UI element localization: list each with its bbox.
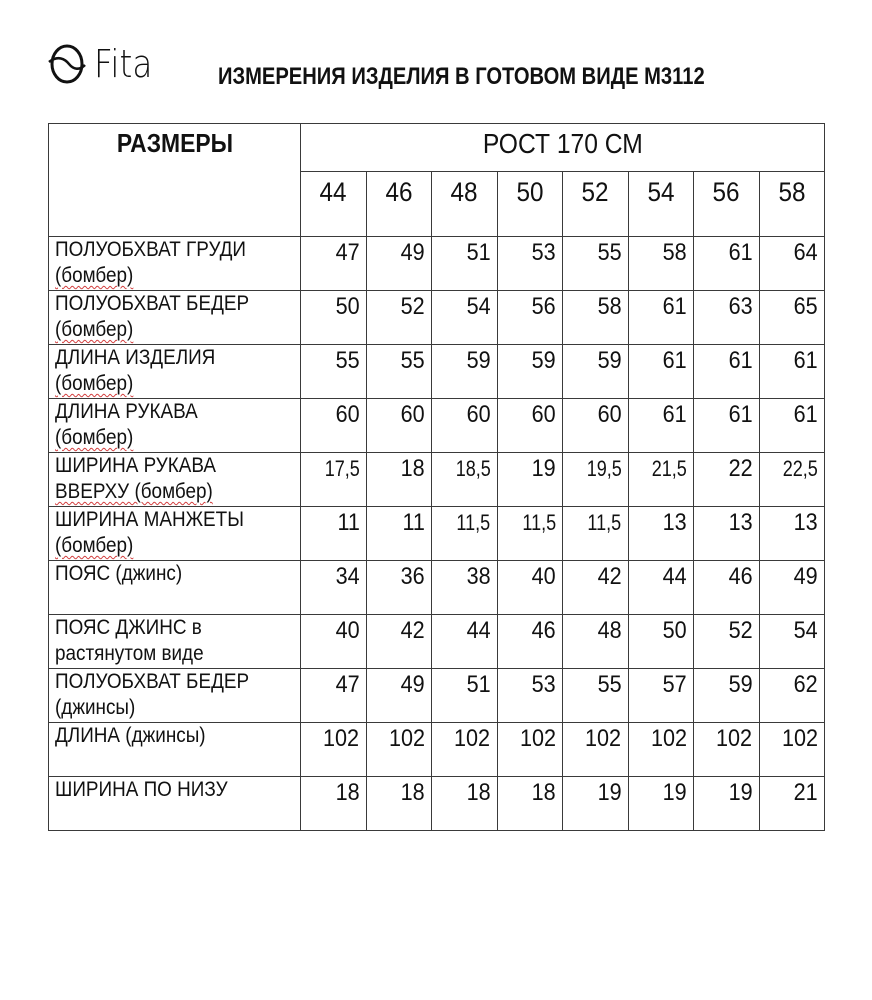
measurement-value-size-44: [301, 615, 367, 669]
measurement-value-size-56: [694, 615, 760, 669]
value-text: 60: [466, 401, 491, 428]
measurement-name: ШИРИНА ПО НИЗУ: [55, 778, 228, 801]
size-label: 50: [516, 177, 544, 207]
measurement-value-size-56: [694, 237, 760, 291]
value-text: 64: [793, 239, 818, 266]
value-text: 63: [728, 293, 753, 320]
measurement-value-size-56: [694, 453, 760, 507]
measurement-value-size-44: [301, 453, 367, 507]
measurement-value-size-44: [301, 507, 367, 561]
measurement-qualifier: ВВЕРХУ (бомбер): [55, 480, 213, 503]
measurement-value-size-46: [366, 345, 432, 399]
value-text: 57: [662, 671, 687, 698]
height-header-cell: [301, 124, 825, 172]
size-header-58: [759, 172, 825, 237]
value-text: 54: [793, 617, 818, 644]
measurement-value-size-54: [628, 237, 694, 291]
measurement-value-size-46: [366, 291, 432, 345]
value-text: 60: [335, 401, 360, 428]
value-text: 49: [400, 671, 425, 698]
value-text: 60: [400, 401, 425, 428]
value-text: 102: [716, 725, 753, 752]
measurement-qualifier: (бомбер): [55, 264, 134, 287]
value-text: 59: [531, 347, 556, 374]
measurement-value-size-58: [759, 615, 825, 669]
value-text: 11,5: [456, 510, 491, 535]
value-text: 13: [728, 509, 753, 536]
value-text: 19: [728, 779, 753, 806]
measurement-value-size-50: [497, 615, 563, 669]
measurement-value-size-58: [759, 399, 825, 453]
value-text: 52: [728, 617, 753, 644]
measurement-value-size-54: [628, 723, 694, 777]
measurement-value-size-46: [366, 237, 432, 291]
value-text: 42: [400, 617, 425, 644]
measurement-value-size-44: [301, 723, 367, 777]
size-header-44: [301, 172, 367, 237]
measurement-value-size-54: [628, 777, 694, 831]
table-row: [49, 723, 825, 777]
measurement-name: ДЛИНА (джинсы): [55, 724, 206, 747]
measurement-value-size-58: [759, 291, 825, 345]
measurement-value-size-58: [759, 669, 825, 723]
size-header-54: [628, 172, 694, 237]
value-text: 44: [662, 563, 687, 590]
value-text: 50: [662, 617, 687, 644]
measurement-value-size-44: [301, 669, 367, 723]
measurement-qualifier: растянутом виде: [55, 642, 204, 665]
measurement-value-size-52: [563, 507, 629, 561]
measurement-value-size-48: [432, 723, 498, 777]
value-text: 60: [597, 401, 622, 428]
size-label: 56: [712, 177, 740, 207]
measurement-value-size-50: [497, 291, 563, 345]
measurement-value-size-54: [628, 507, 694, 561]
measurement-value-size-52: [563, 237, 629, 291]
measurement-value-size-50: [497, 561, 563, 615]
value-text: 11,5: [587, 510, 622, 535]
measurement-value-size-56: [694, 561, 760, 615]
table-row: [49, 777, 825, 831]
measurement-name: ДЛИНА ИЗДЕЛИЯ: [55, 346, 216, 369]
measurement-value-size-56: [694, 777, 760, 831]
value-text: 59: [597, 347, 622, 374]
measurement-value-size-44: [301, 561, 367, 615]
measurement-name: ПОЛУОБХВАТ БЕДЕР: [55, 292, 250, 315]
table-row: [49, 399, 825, 453]
value-text: 18: [400, 779, 425, 806]
table-row: [49, 561, 825, 615]
value-text: 18,5: [455, 456, 491, 481]
size-measurements-table: [48, 123, 825, 831]
measurement-value-size-58: [759, 237, 825, 291]
measurement-value-size-48: [432, 453, 498, 507]
measurement-value-size-50: [497, 345, 563, 399]
measurement-value-size-56: [694, 507, 760, 561]
measurement-label: [49, 723, 301, 777]
measurement-value-size-50: [497, 723, 563, 777]
value-text: 48: [597, 617, 622, 644]
value-text: 40: [335, 617, 360, 644]
table-row: [49, 345, 825, 399]
table-row: [49, 453, 825, 507]
sizes-header-cell: [49, 124, 301, 237]
measurement-value-size-44: [301, 291, 367, 345]
value-text: 50: [335, 293, 360, 320]
measurement-value-size-54: [628, 291, 694, 345]
measurement-value-size-58: [759, 723, 825, 777]
measurement-qualifier: (джинсы): [55, 696, 136, 719]
measurement-value-size-46: [366, 615, 432, 669]
measurement-value-size-48: [432, 399, 498, 453]
value-text: 11: [337, 509, 360, 536]
measurement-value-size-46: [366, 777, 432, 831]
measurement-label: [49, 291, 301, 345]
value-text: 40: [531, 563, 556, 590]
value-text: 38: [466, 563, 491, 590]
value-text: 61: [728, 347, 753, 374]
value-text: 58: [662, 239, 687, 266]
value-text: 61: [728, 401, 753, 428]
measurement-value-size-52: [563, 615, 629, 669]
measurement-value-size-56: [694, 723, 760, 777]
value-text: 47: [335, 239, 360, 266]
value-text: 61: [662, 347, 687, 374]
measurement-qualifier: (бомбер): [55, 534, 134, 557]
measurement-qualifier: (бомбер): [55, 372, 134, 395]
measurement-value-size-46: [366, 561, 432, 615]
measurement-value-size-52: [563, 561, 629, 615]
value-text: 18: [466, 779, 491, 806]
value-text: 53: [531, 239, 556, 266]
value-text: 13: [793, 509, 818, 536]
measurement-label: [49, 453, 301, 507]
measurement-value-size-48: [432, 291, 498, 345]
value-text: 62: [793, 671, 818, 698]
size-header-48: [432, 172, 498, 237]
table-row: [49, 615, 825, 669]
measurement-label: [49, 777, 301, 831]
value-text: 102: [454, 725, 491, 752]
measurement-value-size-48: [432, 345, 498, 399]
value-text: 46: [531, 617, 556, 644]
measurement-value-size-50: [497, 777, 563, 831]
measurement-label: [49, 345, 301, 399]
value-text: 59: [466, 347, 491, 374]
measurement-label: [49, 507, 301, 561]
measurement-value-size-54: [628, 399, 694, 453]
measurement-value-size-46: [366, 507, 432, 561]
value-text: 102: [585, 725, 622, 752]
measurement-name: ПОЯС ДЖИНС в: [55, 616, 202, 639]
value-text: 61: [793, 347, 818, 374]
size-label: 44: [319, 177, 347, 207]
value-text: 102: [323, 725, 360, 752]
measurement-value-size-50: [497, 453, 563, 507]
brand-logo: [48, 42, 162, 86]
sizes-header-label: РАЗМЕРЫ: [116, 128, 233, 158]
value-text: 58: [597, 293, 622, 320]
measurement-value-size-44: [301, 345, 367, 399]
value-text: 19: [597, 779, 622, 806]
measurement-qualifier: (бомбер): [55, 426, 134, 449]
measurement-value-size-58: [759, 777, 825, 831]
size-header-50: [497, 172, 563, 237]
measurement-value-size-48: [432, 669, 498, 723]
measurement-value-size-58: [759, 453, 825, 507]
value-text: 56: [531, 293, 556, 320]
value-text: 55: [597, 239, 622, 266]
measurement-value-size-58: [759, 345, 825, 399]
value-text: 19: [662, 779, 687, 806]
measurement-value-size-44: [301, 777, 367, 831]
measurement-value-size-58: [759, 507, 825, 561]
measurement-value-size-48: [432, 507, 498, 561]
measurement-value-size-44: [301, 399, 367, 453]
measurement-name: ДЛИНА РУКАВА: [55, 400, 198, 423]
measurement-value-size-52: [563, 345, 629, 399]
value-text: 49: [793, 563, 818, 590]
value-text: 22: [728, 455, 753, 482]
measurement-value-size-52: [563, 453, 629, 507]
value-text: 11: [402, 509, 425, 536]
measurement-value-size-54: [628, 345, 694, 399]
value-text: 36: [400, 563, 425, 590]
value-text: 55: [597, 671, 622, 698]
size-label: 58: [778, 177, 806, 207]
value-text: 47: [335, 671, 360, 698]
value-text: 102: [781, 725, 818, 752]
measurement-value-size-48: [432, 237, 498, 291]
measurement-label: [49, 237, 301, 291]
measurement-name: ПОЛУОБХВАТ ГРУДИ: [55, 238, 247, 261]
measurement-name: ШИРИНА РУКАВА: [55, 454, 217, 477]
value-text: 46: [728, 563, 753, 590]
value-text: 61: [793, 401, 818, 428]
value-text: 18: [400, 455, 425, 482]
measurement-value-size-48: [432, 615, 498, 669]
measurement-value-size-48: [432, 777, 498, 831]
size-label: 46: [385, 177, 413, 207]
measurement-label: [49, 399, 301, 453]
value-text: 19: [531, 455, 556, 482]
measurement-name: ПОЛУОБХВАТ БЕДЕР: [55, 670, 250, 693]
measurement-label: [49, 669, 301, 723]
value-text: 11,5: [522, 510, 556, 535]
page-title: ИЗМЕРЕНИЯ ИЗДЕЛИЯ В ГОТОВОМ ВИДЕ М3112: [218, 63, 705, 90]
value-text: 13: [662, 509, 687, 536]
value-text: 61: [662, 401, 687, 428]
measurement-value-size-54: [628, 453, 694, 507]
measurement-value-size-52: [563, 291, 629, 345]
value-text: 54: [466, 293, 491, 320]
value-text: 17,5: [324, 456, 360, 481]
value-text: 18: [335, 779, 360, 806]
value-text: 102: [388, 725, 425, 752]
value-text: 51: [466, 671, 491, 698]
size-header-52: [563, 172, 629, 237]
fita-theta-icon: [48, 43, 86, 85]
size-label: 48: [450, 177, 478, 207]
value-text: 53: [531, 671, 556, 698]
measurement-label: [49, 615, 301, 669]
measurement-qualifier: (бомбер): [55, 318, 134, 341]
measurement-value-size-50: [497, 237, 563, 291]
measurement-value-size-56: [694, 345, 760, 399]
table-row: [49, 507, 825, 561]
measurement-value-size-54: [628, 615, 694, 669]
measurement-name: ШИРИНА МАНЖЕТЫ: [55, 508, 244, 531]
table-row: [49, 237, 825, 291]
measurement-value-size-56: [694, 399, 760, 453]
value-text: 19,5: [586, 456, 622, 481]
measurement-value-size-58: [759, 561, 825, 615]
value-text: 34: [335, 563, 360, 590]
value-text: 55: [400, 347, 425, 374]
measurement-value-size-46: [366, 723, 432, 777]
value-text: 21,5: [651, 456, 687, 481]
height-header-label: РОСТ 170 СМ: [482, 128, 643, 159]
measurement-value-size-54: [628, 561, 694, 615]
measurement-value-size-50: [497, 507, 563, 561]
measurement-value-size-44: [301, 237, 367, 291]
measurement-value-size-54: [628, 669, 694, 723]
size-header-46: [366, 172, 432, 237]
measurement-value-size-52: [563, 669, 629, 723]
measurement-value-size-46: [366, 669, 432, 723]
value-text: 52: [400, 293, 425, 320]
measurement-value-size-52: [563, 723, 629, 777]
measurement-value-size-48: [432, 561, 498, 615]
measurement-value-size-46: [366, 453, 432, 507]
measurement-value-size-50: [497, 669, 563, 723]
measurement-value-size-50: [497, 399, 563, 453]
value-text: 60: [531, 401, 556, 428]
value-text: 51: [466, 239, 491, 266]
measurement-value-size-52: [563, 777, 629, 831]
logo-wordmark: Fita: [94, 42, 153, 86]
measurement-value-size-46: [366, 399, 432, 453]
value-text: 102: [650, 725, 687, 752]
size-label: 52: [581, 177, 609, 207]
measurement-value-size-52: [563, 399, 629, 453]
value-text: 18: [531, 779, 556, 806]
value-text: 59: [728, 671, 753, 698]
size-label: 54: [647, 177, 675, 207]
value-text: 42: [597, 563, 622, 590]
value-text: 65: [793, 293, 818, 320]
measurement-value-size-56: [694, 291, 760, 345]
value-text: 61: [662, 293, 687, 320]
value-text: 22,5: [782, 456, 818, 481]
size-header-56: [694, 172, 760, 237]
value-text: 21: [793, 779, 818, 806]
value-text: 44: [466, 617, 491, 644]
measurement-label: [49, 561, 301, 615]
value-text: 55: [335, 347, 360, 374]
value-text: 102: [519, 725, 556, 752]
measurement-name: ПОЯС (джинс): [55, 562, 183, 585]
value-text: 49: [400, 239, 425, 266]
measurement-value-size-56: [694, 669, 760, 723]
table-row: [49, 669, 825, 723]
value-text: 61: [728, 239, 753, 266]
table-row: [49, 291, 825, 345]
